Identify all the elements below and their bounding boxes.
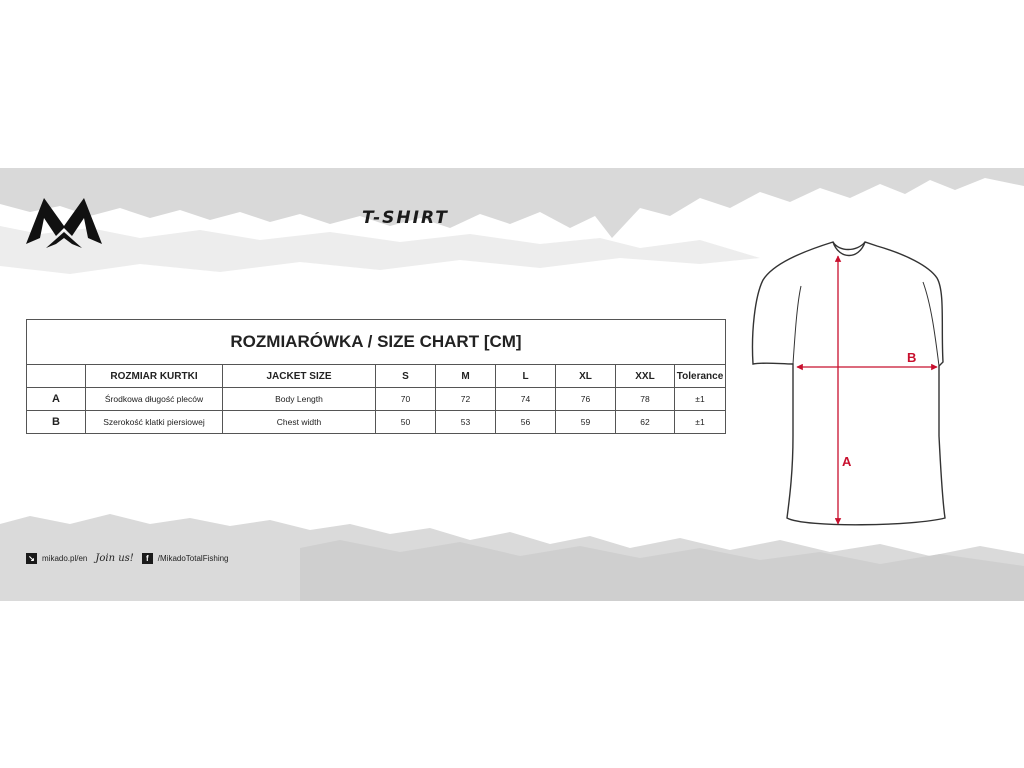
table-row <box>27 411 726 434</box>
cursor-icon: ↘ <box>26 553 37 564</box>
header-m: M <box>436 365 496 388</box>
cell-m: 53 <box>436 411 496 434</box>
row-name-pl: Szerokość klatki piersiowej <box>86 411 223 434</box>
footer-links <box>26 549 229 567</box>
header-tolerance: Tolerance <box>675 365 726 388</box>
cell-tolerance: ±1 <box>675 388 726 411</box>
row-name-en: Chest width <box>223 411 376 434</box>
row-name-pl: Środkowa długość pleców <box>86 388 223 411</box>
tshirt-outline <box>752 242 945 525</box>
product-title: T-SHIRT <box>362 208 449 228</box>
facebook-link[interactable]: /MikadoTotalFishing <box>157 553 229 563</box>
cell-xl: 59 <box>556 411 616 434</box>
size-chart-banner <box>0 168 1024 601</box>
row-letter: A <box>27 388 86 411</box>
cell-xxl: 78 <box>616 388 675 411</box>
facebook-icon[interactable]: f <box>142 553 153 564</box>
row-name-en: Body Length <box>223 388 376 411</box>
header-s: S <box>376 365 436 388</box>
join-us-text: Join us! <box>95 552 134 564</box>
header-xl: XL <box>556 365 616 388</box>
header-size-pl: ROZMIAR KURTKI <box>86 365 223 388</box>
header-letter <box>27 365 86 388</box>
cell-xl: 76 <box>556 388 616 411</box>
chart-title-row <box>27 320 726 365</box>
cell-s: 50 <box>376 411 436 434</box>
cell-xxl: 62 <box>616 411 675 434</box>
cell-l: 56 <box>496 411 556 434</box>
size-chart-table <box>26 319 726 434</box>
cell-m: 72 <box>436 388 496 411</box>
cell-tolerance: ±1 <box>675 411 726 434</box>
tshirt-diagram <box>745 236 955 536</box>
header-size-en: JACKET SIZE <box>223 365 376 388</box>
cell-s: 70 <box>376 388 436 411</box>
header-l: L <box>496 365 556 388</box>
label-b: B <box>907 350 917 365</box>
website-link[interactable]: mikado.pl/en <box>42 553 88 563</box>
mikado-logo <box>24 192 104 250</box>
header-xxl: XXL <box>616 365 675 388</box>
chart-title: ROZMIARÓWKA / SIZE CHART [CM] <box>27 320 726 365</box>
table-row <box>27 388 726 411</box>
row-letter: B <box>27 411 86 434</box>
header-row <box>27 365 726 388</box>
label-a: A <box>842 454 852 469</box>
cell-l: 74 <box>496 388 556 411</box>
